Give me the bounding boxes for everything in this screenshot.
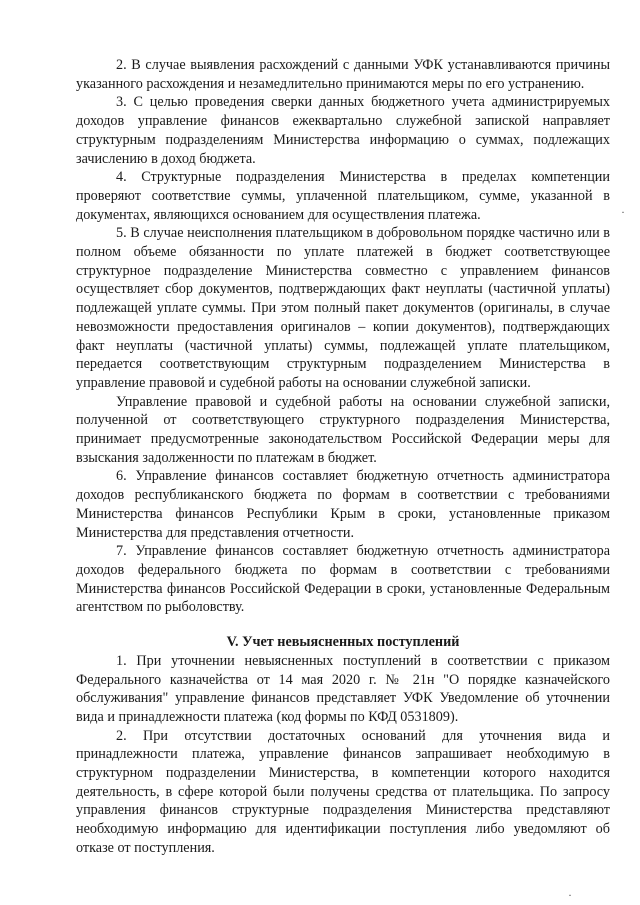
section-heading: V. Учет невыясненных поступлений [226, 634, 460, 651]
paragraph-3: 3. С целью проведения сверки данных бюджетного учета администрируемых доходов управление финансов ежеквартально служебной запиской направляет структурным подразделениям Министерства информацию о суммах, подлежащих зачислению в доход бюджета. [76, 94, 610, 167]
paragraph-5-continued: Управление правовой и судебной работы на основании служебной записки, полученной от соответствующего структурного подразделения Министерства, принимает предусмотренные законодательством Российской Федерации меры для взыскания задолженности по платежам в бюджет. [76, 393, 610, 466]
paragraph-7: 7. Управление финансов составляет бюджетную отчетность администратора доходов федерального бюджета по формам в соответствии с требованиями Министерства финансов Российской Федерации в сроки, установленные Федеральным агентством по рыболовству. [76, 543, 610, 616]
section-v-paragraph-1: 1. При уточнении невыясненных поступлений в соответствии с приказом Федерального казначейства от 14 мая 2020 г. № 21н "О порядке казначейского обслуживания" управление финансов представляет УФК Уведомление об уточнении вида и принадлежности платежа (код формы по КФД 0531809). [76, 652, 610, 725]
margin-scan-mark: · [621, 205, 625, 219]
section-v-paragraph-2: 2. При отсутствии достаточных оснований для уточнения вида и принадлежности платежа, управление финансов запрашивает необходимую в структурном подразделении Министерства, в компетенции которого находится деятельность, в сфере которой были получены средства от плательщика. По запросу управления финансов структурные подразделения Министерства представляют необходимую информацию для идентификации поступления либо уведомляют об отказе от поступления. [76, 727, 610, 856]
paragraph-5: 5. В случае неисполнения плательщиком в добровольном порядке частично или в полном объеме обязанности по уплате платежей в бюджет соответствующее структурное подразделение Министерства совместно с управлением финансов осуществляет сбор документов, подтверждающих факт неуплаты (частичной уплаты) подлежащей уплате суммы. При этом полный пакет документов (оригиналы, в случае невозможности предоставления оригиналов – копии документов), подтверждающих факт неуплаты (частичной уплаты) суммы, подлежащей уплате плательщиком, передается соответствующим структурным подразделением Министерства в управление правовой и судебной работы на основании служебной записки. [76, 225, 610, 391]
document-body [76, 56, 610, 858]
footer-scan-mark: · [568, 888, 572, 902]
paragraph-4: 4. Структурные подразделения Министерства в пределах компетенции проверяют соответствие суммы, уплаченной плательщиком, сумме, указанной в документах, являющихся основанием для осуществления платежа. [76, 169, 610, 223]
paragraph-2: 2. В случае выявления расхождений с данными УФК устанавливаются причины указанного расхождения и незамедлительно принимаются меры по его устранению. [76, 57, 610, 92]
paragraph-6: 6. Управление финансов составляет бюджетную отчетность администратора доходов республиканского бюджета по формам в соответствии с требованиями Министерства финансов Республики Крым в сроки, установленные приказом Министерства для представления отчетности. [76, 468, 610, 541]
